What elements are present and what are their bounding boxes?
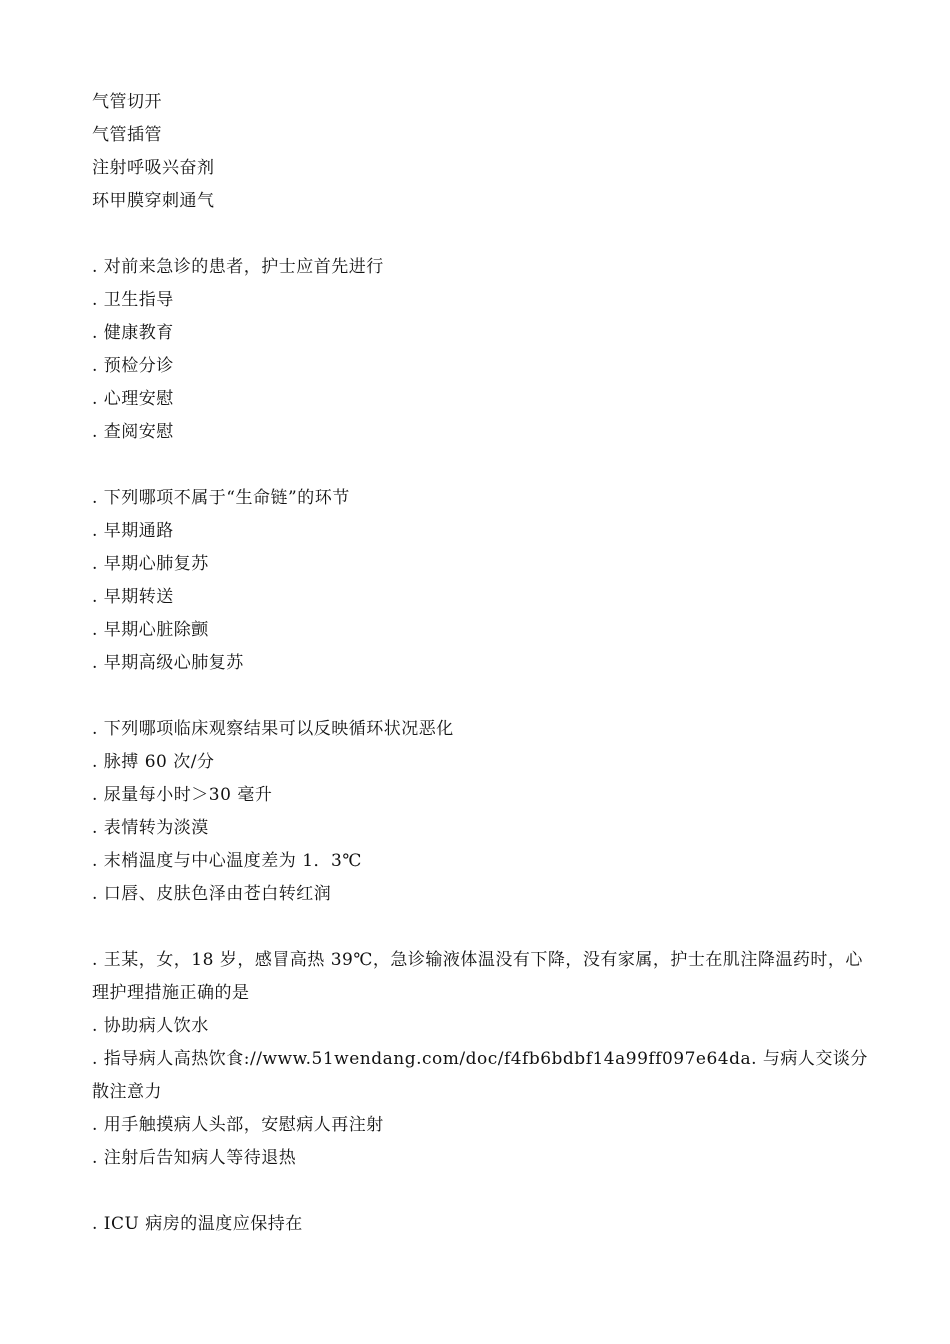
question-line: . 下列哪项不属于“生命链”的环节 xyxy=(92,488,350,508)
option-line: . 尿量每小时＞30 毫升 xyxy=(92,785,273,805)
option-line: . 健康教育 xyxy=(92,323,174,343)
spacer xyxy=(92,1175,872,1208)
option-line: . 用手触摸病人头部，安慰病人再注射 xyxy=(92,1115,384,1135)
option-line: . 预检分诊 xyxy=(92,356,174,376)
option-line: . 早期高级心肺复苏 xyxy=(92,653,244,673)
option-line: . 脉搏 60 次/分 xyxy=(92,752,215,772)
spacer xyxy=(92,911,872,944)
option-line: . 早期转送 xyxy=(92,587,174,607)
option-line: . 早期通路 xyxy=(92,521,174,541)
option-line: 环甲膜穿刺通气 xyxy=(92,191,215,211)
option-line: . 指导病人高热饮食://www.51wendang.com/doc/f4fb6bdbf14a99ff097e64da. 与病人交谈分散注意力 xyxy=(92,1049,868,1102)
question-line: . 王某，女，18 岁，感冒高热 39℃，急诊输液体温没有下降，没有家属，护士在肌注降温药时，心理护理措施正确的是 xyxy=(92,950,863,1003)
option-line: . 早期心肺复苏 xyxy=(92,554,209,574)
option-line: 气管插管 xyxy=(92,125,162,145)
spacer xyxy=(92,449,872,482)
document-page xyxy=(92,86,872,1241)
question-line: . 对前来急诊的患者，护士应首先进行 xyxy=(92,257,384,277)
option-line: . 末梢温度与中心温度差为 1．3℃ xyxy=(92,851,362,871)
question-line: . 下列哪项临床观察结果可以反映循环状况恶化 xyxy=(92,719,454,739)
option-line: . 查阅安慰 xyxy=(92,422,174,442)
option-line: . 卫生指导 xyxy=(92,290,174,310)
option-line: . 口唇、皮肤色泽由苍白转红润 xyxy=(92,884,332,904)
spacer xyxy=(92,218,872,251)
option-line: . 早期心脏除颤 xyxy=(92,620,209,640)
option-line: . 心理安慰 xyxy=(92,389,174,409)
option-line: 注射呼吸兴奋剂 xyxy=(92,158,215,178)
question-line: . ICU 病房的温度应保持在 xyxy=(92,1214,303,1234)
spacer xyxy=(92,680,872,713)
option-line: 气管切开 xyxy=(92,92,162,112)
option-line: . 表情转为淡漠 xyxy=(92,818,209,838)
option-line: . 协助病人饮水 xyxy=(92,1016,209,1036)
option-line: . 注射后告知病人等待退热 xyxy=(92,1148,297,1168)
